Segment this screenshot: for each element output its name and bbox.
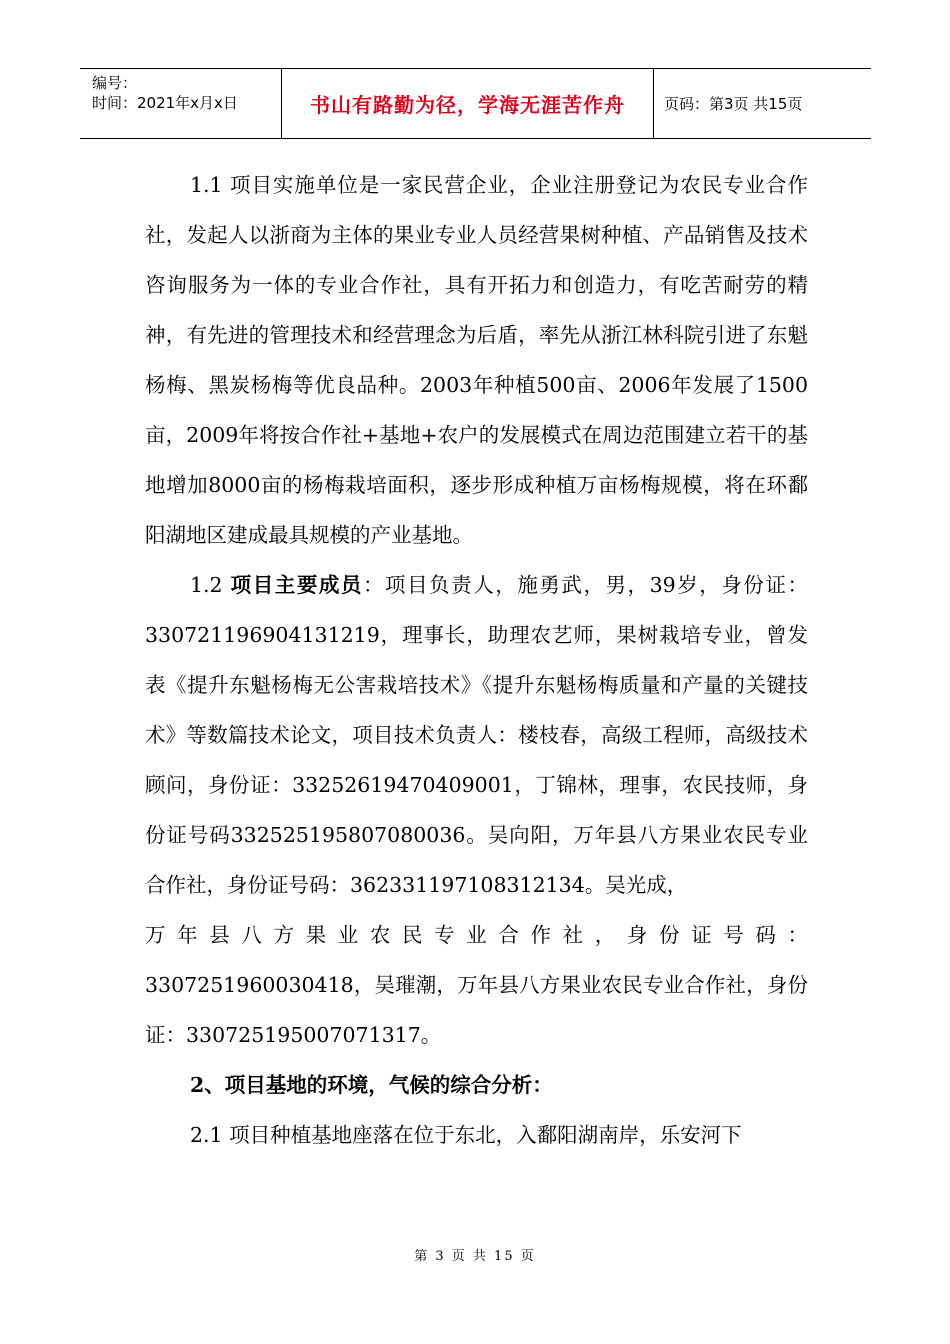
header-motto-cell [282,69,654,138]
header-meta-cell [80,69,282,138]
paragraph-1-1: 1.1 项目实施单位是一家民营企业，企业注册登记为农民专业合作社，发起人以浙商为主体的果业专业人员经营果树种植、产品销售及技术咨询服务为一体的专业合作社，具有开拓力和创造力，有吃苦耐劳的精神，有先进的管理技术和经营理念为后盾，率先从浙江林科院引进了东魁杨梅、黑炭杨梅等优良品种。2003年种植500亩、2006年发展了1500亩，2009年将按合作社+基地+农户的发展模式在周边范围建立若干的基地增加8000亩的杨梅栽培面积，逐步形成种植万亩杨梅规模，将在环鄱阳湖地区建成最具规模的产业基地。 [145,173,808,547]
page-info: 页码：第3页 共15页 [664,95,803,113]
paragraph-1-2-spread-line: 万年县八方果业农民专业合作社，身份证号码： [145,923,808,947]
serial-label: 编号： [92,74,138,92]
paragraph-1-2-heading: 项目主要成员 [230,573,363,597]
paragraph-1-2-text-a: ：项目负责人，施勇武，男，39岁，身份证：330721196904131219，理事长，助理农艺师，果树栽培专业，曾发表《提升东魁杨梅无公害栽培技术》《提升东魁杨梅质量和产量的关键技术》等数篇技术论文，项目技术负责人：楼枝春，高级工程师，高级技术顾问，身份证：33252619470409001，丁锦林，理事，农民技师，身份证号码332525195807080036。吴向阳，万年县八方果业农民专业合作社，身份证号码：362331197108312134。吴光成， [145,573,808,897]
date-label: 时间：2021年x月x日 [92,94,238,112]
motto-text: 书山有路勤为径，学海无涯苦作舟 [310,93,625,117]
header-page-cell [654,69,871,138]
paragraph-1-2 [145,560,808,910]
paragraph-2-1: 2.1 项目种植基地座落在位于东北，入鄱阳湖南岸，乐安河下 [190,1123,742,1147]
document-body [145,160,808,1160]
header-table [80,68,871,139]
section-2-heading: 2、项目基地的环境，气候的综合分析： [190,1073,553,1097]
page-footer: 第 3 页 共 15 页 [414,1249,536,1264]
paragraph-1-2-text-b: 3307251960030418，吴璀潮，万年县八方果业农民专业合作社，身份证：330725195007071317。 [145,973,808,1047]
paragraph-1-2-number: 1.2 [190,573,231,597]
